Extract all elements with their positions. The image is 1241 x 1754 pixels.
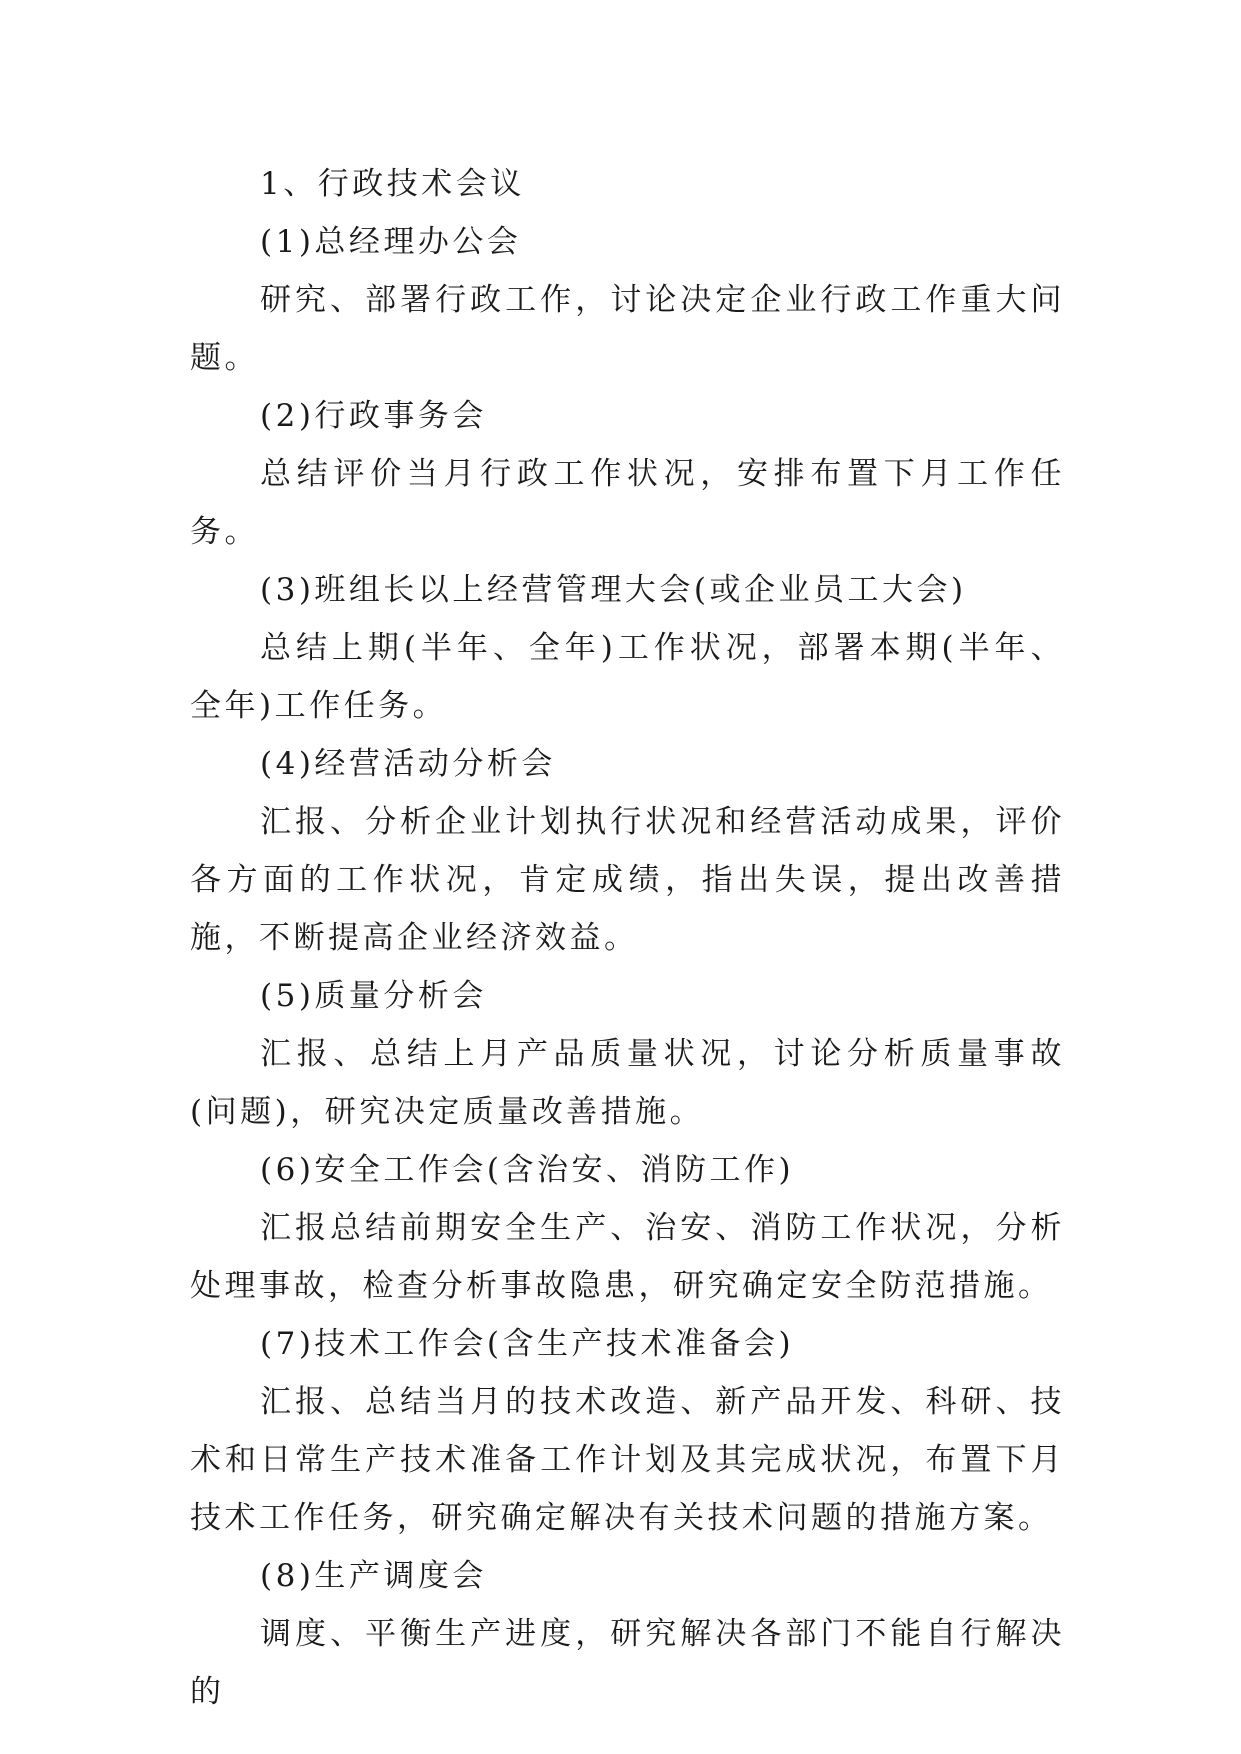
meeting-description: 汇报、总结当月的技术改造、新产品开发、科研、技术和日常生产技术准备工作计划及其完成状况，布置下月技术工作任务，研究确定解决有关技术问题的措施方案。 xyxy=(190,1384,1065,1536)
meeting-title: (7)技术工作会(含生产技术准备会) xyxy=(260,1326,795,1362)
meeting-title: (8)生产调度会 xyxy=(260,1558,487,1594)
meeting-description: 研究、部署行政工作，讨论决定企业行政工作重大问题。 xyxy=(190,282,1065,376)
meeting-title: (2)行政事务会 xyxy=(260,398,487,434)
meeting-title: (1)总经理办公会 xyxy=(260,224,522,260)
meeting-title: (4)经营活动分析会 xyxy=(260,746,556,782)
meeting-description: 总结上期(半年、全年)工作状况，部署本期(半年、全年)工作任务。 xyxy=(190,630,1065,724)
meeting-description: 汇报总结前期安全生产、治安、消防工作状况，分析处理事故，检查分析事故隐患，研究确定安全防范措施。 xyxy=(190,1210,1065,1304)
meeting-title: (5)质量分析会 xyxy=(260,978,487,1014)
meeting-description: 调度、平衡生产进度，研究解决各部门不能自行解决的 xyxy=(190,1616,1065,1710)
document-body xyxy=(190,155,1065,1721)
meeting-description: 汇报、分析企业计划执行状况和经营活动成果，评价各方面的工作状况，肯定成绩，指出失误，提出改善措施，不断提高企业经济效益。 xyxy=(190,804,1065,956)
meeting-title: (6)安全工作会(含治安、消防工作) xyxy=(260,1152,795,1188)
meeting-description: 总结评价当月行政工作状况，安排布置下月工作任务。 xyxy=(190,456,1065,550)
section-heading: 1、行政技术会议 xyxy=(260,166,525,202)
meeting-title: (3)班组长以上经营管理大会(或企业员工大会) xyxy=(260,572,967,608)
meeting-description: 汇报、总结上月产品质量状况，讨论分析质量事故(问题)，研究决定质量改善措施。 xyxy=(190,1036,1065,1130)
